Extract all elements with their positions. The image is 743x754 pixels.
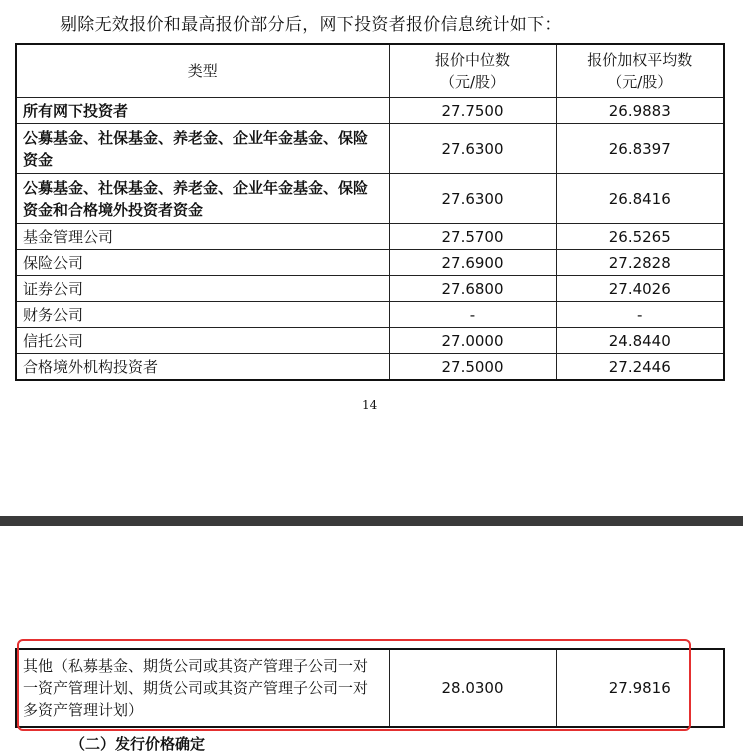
- row-type: 信托公司: [16, 328, 389, 354]
- header-type: 类型: [16, 44, 389, 98]
- intro-paragraph: 剔除无效报价和最高报价部分后，网下投资者报价信息统计如下：: [60, 15, 562, 35]
- table-row: [16, 276, 724, 302]
- quote-statistics-table-continued: [15, 648, 725, 728]
- header-median-line1: 报价中位数: [434, 51, 510, 69]
- row-median: 27.7500: [389, 98, 556, 124]
- table-header-row: [16, 44, 724, 98]
- row-weighted: 27.9816: [556, 649, 724, 727]
- row-weighted: 26.5265: [556, 224, 724, 250]
- next-section-heading: （二）发行价格确定: [70, 735, 206, 753]
- row-median: 27.5700: [389, 224, 556, 250]
- table-row: [16, 98, 724, 124]
- table-row: [16, 302, 724, 328]
- row-median: 27.5000: [389, 354, 556, 381]
- quote-statistics-table: [15, 43, 725, 381]
- page-number: 14: [362, 398, 378, 412]
- header-median-line2: （元/股）: [439, 73, 506, 91]
- header-median: [389, 44, 556, 98]
- row-median: -: [389, 302, 556, 328]
- header-weighted-line2: （元/股）: [607, 73, 673, 91]
- header-weighted: [556, 44, 724, 98]
- table-row: [16, 328, 724, 354]
- table-row: [16, 224, 724, 250]
- row-type: 财务公司: [16, 302, 389, 328]
- table-row: [16, 354, 724, 381]
- row-type: 公募基金、社保基金、养老金、企业年金基金、保险资金: [16, 124, 389, 174]
- row-median: 27.6900: [389, 250, 556, 276]
- table-row: [16, 124, 724, 174]
- page-break-divider: [0, 516, 743, 526]
- table-row-other: [16, 649, 724, 727]
- row-median: 27.0000: [389, 328, 556, 354]
- row-weighted: 27.4026: [556, 276, 724, 302]
- table-row: [16, 250, 724, 276]
- row-median: 27.6300: [389, 174, 556, 224]
- row-type: 证券公司: [16, 276, 389, 302]
- row-median: 27.6800: [389, 276, 556, 302]
- row-type: 保险公司: [16, 250, 389, 276]
- row-median: 28.0300: [389, 649, 556, 727]
- row-type: 公募基金、社保基金、养老金、企业年金基金、保险资金和合格境外投资者资金: [16, 174, 389, 224]
- row-weighted: 26.8397: [556, 124, 724, 174]
- row-type: 合格境外机构投资者: [16, 354, 389, 381]
- table-row: [16, 174, 724, 224]
- row-weighted: 27.2828: [556, 250, 724, 276]
- header-weighted-line1: 报价加权平均数: [587, 51, 693, 69]
- row-median: 27.6300: [389, 124, 556, 174]
- row-weighted: 26.8416: [556, 174, 724, 224]
- row-weighted: 24.8440: [556, 328, 724, 354]
- row-weighted: -: [556, 302, 724, 328]
- row-type: 其他（私募基金、期货公司或其资产管理子公司一对一资产管理计划、期货公司或其资产管理子公司一对多资产管理计划）: [16, 649, 389, 727]
- row-type: 基金管理公司: [16, 224, 389, 250]
- row-weighted: 26.9883: [556, 98, 724, 124]
- row-weighted: 27.2446: [556, 354, 724, 381]
- row-type: 所有网下投资者: [16, 98, 389, 124]
